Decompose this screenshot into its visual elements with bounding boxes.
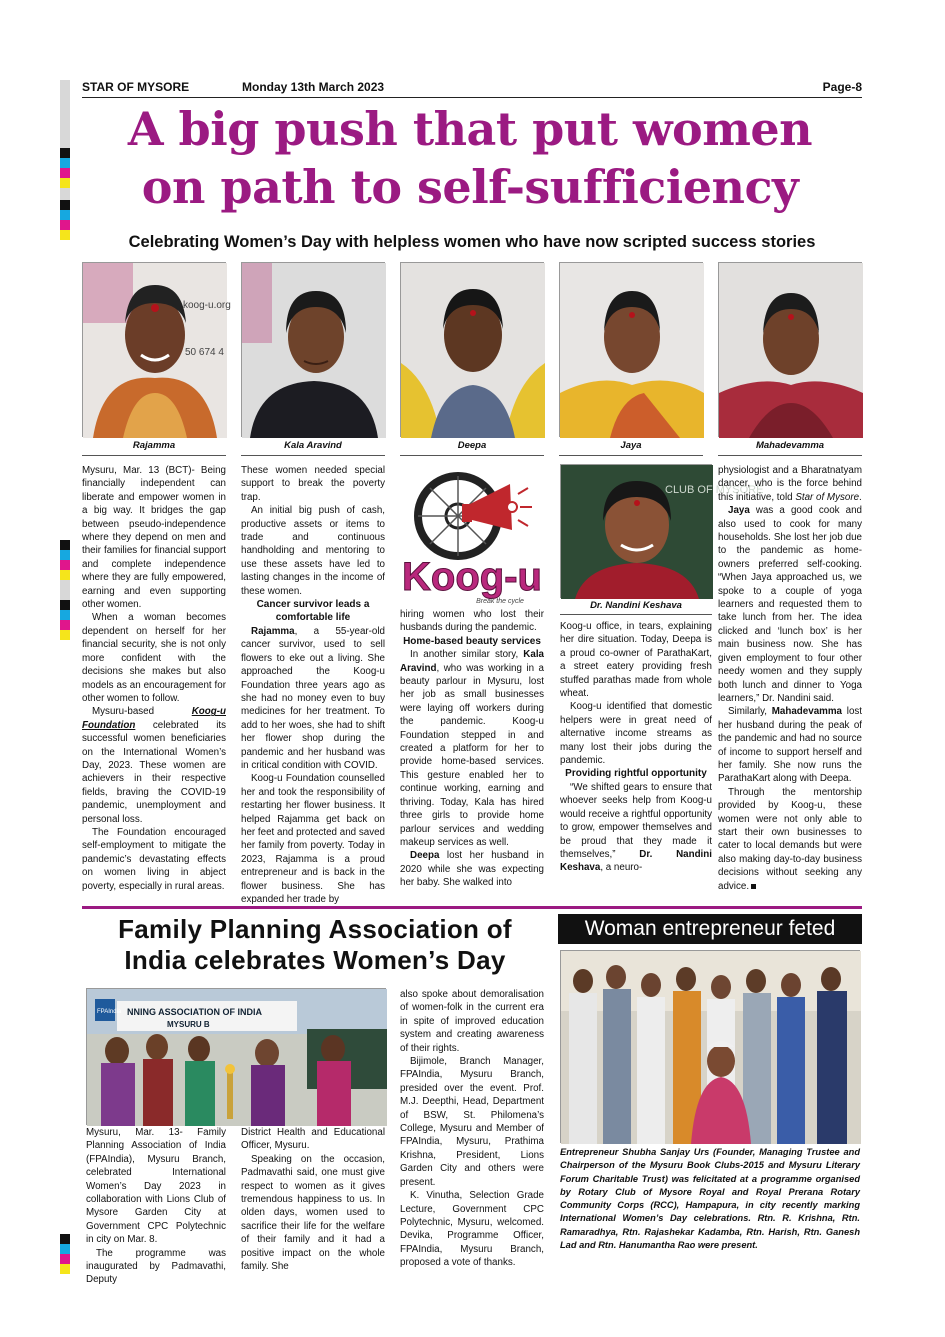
- story-paragraph: These women needed special support to break the poverty trap.: [241, 465, 385, 503]
- story-paragraph: When a woman becomes dependent on herself for her financial security, she is not only more confident with the decisions she makes but also models as an encouragement for other women to follow.: [82, 612, 226, 704]
- headline-line-2: on path to self-sufficiency: [141, 160, 799, 214]
- svg-text:FPAIndia: FPAIndia: [97, 1009, 122, 1015]
- fpa-paragraph: K. Vinutha, Selection Grade Lecture, Government CPC Polytechnic, Mysuru, welcomed. Devika, Programme Officer, FPAIndia, Mysuru Branch, proposed a vote of thanks.: [400, 1190, 544, 1269]
- print-registration-bar-mid: [60, 540, 70, 640]
- entrepreneur-headline: Woman entrepreneur feted: [558, 914, 862, 944]
- fpa-column-top-right: [400, 988, 544, 1270]
- svg-text:MYSURU B: MYSURU B: [167, 1020, 210, 1029]
- photo-mahadevamma: [718, 262, 862, 437]
- svg-text:NNING ASSOCIATION OF INDIA: NNING ASSOCIATION OF INDIA: [127, 1007, 262, 1017]
- section-divider: [82, 906, 862, 909]
- story-paragraph: “We shifted gears to ensure that whoever seeks help from Koog-u would receive a rightful opportunity to grow, empower themselves and be proud that they made it themselves,” Dr. Nandini Keshava, a neuro-: [560, 781, 712, 874]
- headline-line-1: A big push that put women: [127, 102, 813, 156]
- story-paragraph: In another similar story, Kala Aravind, who was working in a beauty parlour in Mysuru, lost her job as small businesses were laying off workers during the pandemic. Koog-u Foundation stepped in and created a platform for her to provide home-based services. This gesture enabled her to continue working, earning and thriving. Today, Kala has hired three girls to provide home parlour services and wedding makeup services as well.: [400, 649, 544, 848]
- photo-jaya: [559, 262, 703, 437]
- photo-fpa-event: [86, 988, 386, 1125]
- svg-text:CLUB OF MYSORE: CLUB OF MYSORE: [665, 484, 764, 496]
- paper-name: STAR OF MYSORE: [82, 80, 190, 94]
- fpa-column-left: [86, 1126, 226, 1287]
- fpa-paragraph: Mysuru, Mar. 13- Family Planning Association of India (FPAIndia), Mysuru Branch, celebrated International Women’s Day 2023 in collaboration with Lions Club of Mysore Garden City at Government CPC Polytechnic in city on Mar. 8.: [86, 1127, 226, 1246]
- story-paragraph: Koog-u Foundation counselled her and took the responsibility of restarting her flower business. It helped Rajamma get back on her feet and protected and saved her family from poverty. Today in 2023, Rajamma is a proud entrepreneur and is back in the flower business. She has expanded her trade by: [241, 773, 385, 905]
- fpa-column-middle: [241, 1126, 385, 1273]
- story-paragraph: The Foundation encouraged self-employment to mitigate the pandemic’s devastating effects on women living in abject poverty, especially in rural areas.: [82, 826, 226, 892]
- fpa-headline-line-1: Family Planning Association of: [118, 914, 512, 944]
- print-registration-bar-top: [60, 80, 70, 240]
- end-of-story-mark: [751, 884, 756, 889]
- photo-nandini-keshava: [560, 464, 764, 598]
- story-paragraph: An initial big push of cash, productive assets or items to trade and continuous handholding and mentoring to use these assets have led to lasting changes in the income of these women.: [241, 505, 385, 597]
- photo-deepa: [400, 262, 544, 437]
- svg-text:Koog-u: Koog-u: [402, 555, 542, 599]
- story-paragraph: Jaya was a good cook and also used to cook for many households. She lost her job due to the pandemic as home-owners preferred self-cooking. “When Jaya approached us, we spoke to a couple of yoga learners and requested them to take lunch from her. The idea clicked and ‘lunch box’ is her main business now. She has given employment to four other needy women and they supply both lunch and dinner to Yoga learners,” Dr. Nandini said.: [718, 505, 862, 704]
- fpa-headline-line-2: India celebrates Women’s Day: [124, 945, 506, 975]
- svg-text:koog-u.org: koog-u.org: [183, 300, 231, 311]
- story-paragraph: Mysuru, Mar. 13 (BCT)- Being financially independent can liberate and empower women in a big way. It bridges the gap between pseudo-independence where they depend on men and their families for financial support and complete independence where they are fully empowered, earning and even supporting other women.: [82, 465, 226, 611]
- masthead: [82, 80, 862, 98]
- subhead-cancer-survivor: Cancer survivor leads a comfortable life: [256, 599, 370, 624]
- story-paragraph: hiring women who lost their husbands during the pandemic.: [400, 609, 544, 634]
- photo-kala-aravind: [241, 262, 385, 437]
- svg-text:Break the cycle: Break the cycle: [476, 598, 524, 605]
- subhead-rightful-opportunity: Providing rightful opportunity: [565, 768, 707, 780]
- photo-entrepreneur-felicitation: [560, 950, 860, 1143]
- koog-u-logo: [400, 464, 544, 608]
- photo-rajamma: [82, 262, 231, 437]
- caption-deepa: Deepa: [400, 440, 544, 456]
- story-column-4: [560, 620, 712, 875]
- main-headline: [70, 100, 870, 216]
- story-paragraph: Koog-u office, in tears, explaining her dire situation. Today, Deepa is a proud co-owner of ParathaKart, a street eatery providing fresh stuffed parathas made from whole wheat.: [560, 621, 712, 700]
- caption-rajamma: Rajamma: [82, 440, 226, 456]
- fpa-paragraph: Bijimole, Branch Manager, FPAIndia, Mysuru Branch, presided over the event. Prof. M.J. Deepthi, Head, Department of BSW, St. Philomena’s College, Mysuru and Member of FPAIndia, Mysuru, Prathima Krishna, President, Lions Garden City and others were present.: [400, 1056, 544, 1188]
- caption-mahadevamma: Mahadevamma: [718, 440, 862, 456]
- fpa-paragraph: The programme was inaugurated by Padmavathi, Deputy: [86, 1247, 226, 1286]
- caption-jaya: Jaya: [559, 440, 703, 456]
- sub-headline: Celebrating Women’s Day with helpless women who have now scripted success stories: [128, 233, 816, 251]
- story-paragraph: Mysuru-based Koog-u Foundation celebrated its successful women beneficiaries on the International Women’s Day, 2023. These women are achievers in their respective fields, braving the COVID-19 pandemic, unemployment and personal loss.: [82, 706, 226, 825]
- story-column-5: [718, 464, 862, 893]
- story-paragraph: Similarly, Mahadevamma lost her husband during the peak of the pandemic and had no source of income to support herself and her family. She now runs the ParathaKart along with Deepa.: [718, 706, 863, 785]
- fpa-headline: [82, 914, 548, 976]
- fpa-paragraph: Speaking on the occasion, Padmavathi said, one must give respect to women as it gives tremendous happiness to us. In olden days, women used to sacrifice their life for the welfare of their family and it had a positive impact on the whole family. She: [241, 1153, 385, 1273]
- fpa-paragraph: District Health and Educational Officer, Mysuru.: [241, 1127, 385, 1152]
- print-registration-bar-bottom: [60, 1234, 70, 1274]
- story-paragraph: Through the mentorship provided by Koog-u, these women were not only able to start their own businesses to cater to local demands but were also making day-to-day business decisions without seeking any advice.: [718, 786, 862, 892]
- story-paragraph: Rajamma, a 55-year-old cancer survivor, used to sell flowers to eke out a living. She approached the Koog-u Foundation three years ago as she had no money even to buy medicines for her treatment. To add to her woes, she had to shift her flower shop during the pandemic and her husband was in critical condition with COVID.: [241, 625, 385, 771]
- story-column-3: [400, 608, 544, 890]
- story-column-2: [241, 464, 385, 906]
- issue-date: Monday 13th March 2023: [242, 80, 385, 94]
- subhead-home-beauty: Home-based beauty services: [403, 635, 541, 647]
- fpa-paragraph: also spoke about demoralisation of women-folk in the current era in spite of improved education system and creating awareness of their rights.: [400, 989, 544, 1054]
- page-number: Page-8: [822, 80, 862, 94]
- story-paragraph: Deepa lost her husband in 2020 while she was expecting her baby. She walked into: [400, 850, 544, 889]
- story-column-1: [82, 464, 226, 893]
- caption-nandini-keshava: Dr. Nandini Keshava: [560, 600, 712, 615]
- caption-kala-aravind: Kala Aravind: [241, 440, 385, 456]
- entrepreneur-caption: Entrepreneur Shubha Sanjay Urs (Founder, Managing Trustee and Chairperson of the Mysuru Book Clubs-2015 and Mysuru Literary Forum Charitable Trust) was felicitated at a programme organised by Rotary Club of Mysore Royal and Royal Prerana Rotary Community Corps (RCC), Hampapura, in city recently marking International Women’s Day celebrations. Rtn. R. Krishna, Rtn. Ramaradhya, Rtn. Rajashekar Kadamba, Rtn. Harish, Rtn. Ganesh Lad and Rtn. Hanumantha Rao were present.: [560, 1147, 860, 1251]
- story-paragraph: physiologist and a Bharatnatyam dancer, who is the force behind this initiative, told Star of Mysore.: [718, 465, 862, 503]
- svg-text:50 674 4: 50 674 4: [185, 347, 224, 358]
- story-paragraph: Koog-u identified that domestic helpers were in great need of alternative income streams as many lost their jobs during the pandemic.: [560, 701, 712, 767]
